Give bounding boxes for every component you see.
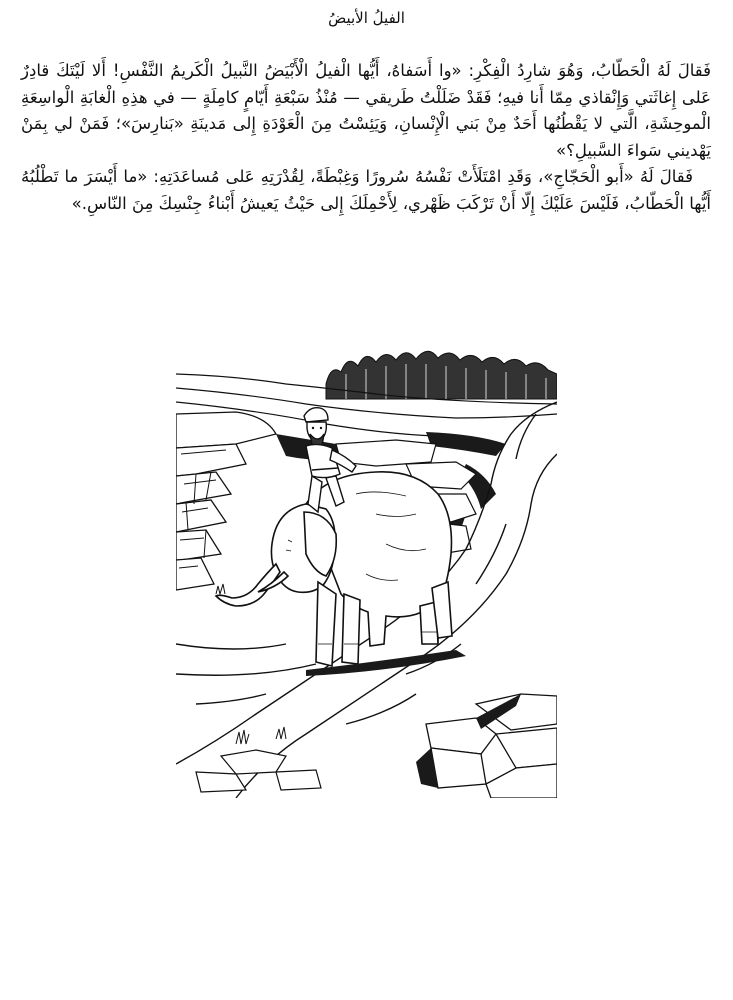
page-title: الفيلُ الأبيضُ	[328, 9, 405, 27]
story-illustration	[176, 344, 557, 798]
story-paragraph-2: فَقالَ لَهُ «أَبو الْحَجّاجِ»، وَقَدِ امْتَلَأَتْ نَفْسُهُ سُرورًا وَغِبْطَةً، لِقُدْرَتِهِ عَلى مُساعَدَتِهِ: «ما أَيْسَرَ ما تَطْلُبُهُ أَيُّها الْحَطّابُ، فَلَيْسَ عَلَيْكَ إِلّا أَنْ تَرْكَبَ ظَهْري، لِأَحْمِلَكَ إِلى حَيْثُ يَعيشُ أَبْناءُ جِنْسِكَ مِنَ النّاسِ.»	[21, 167, 711, 213]
story-text	[21, 58, 711, 217]
elephant-illustration-svg	[176, 344, 557, 798]
story-paragraph-1: فَقالَ لَهُ الْحَطّابُ، وَهُوَ شارِدُ الْفِكْرِ: «وا أَسَفاهُ، أَيُّها الْفيلُ الْأَبْيَضُ النَّبيلُ الْكَريمُ النَّفْسِ! أَلا لَيْتَكَ قادِرٌ عَلى إِغاثَتي وَإِنْقاذي مِمّا أَنا فيهِ؛ فَقَدْ ضَلَلْتُ طَريقي — مُنْذُ سَبْعَةِ أَيّامٍ كامِلَةٍ — في هذِهِ الْغابَةِ الْواسِعَةِ الْموحِشَةِ، الَّتي لا يَقْطُنُها أَحَدٌ مِنْ بَني الْإِنْسانِ، وَيَئِسْتُ مِنَ الْعَوْدَةِ إِلى مَدينَةِ «بَنارِسَ»؛ فَمَنْ لي بِمَنْ يَهْديني سَواءَ السَّبيلِ؟»	[21, 61, 711, 160]
